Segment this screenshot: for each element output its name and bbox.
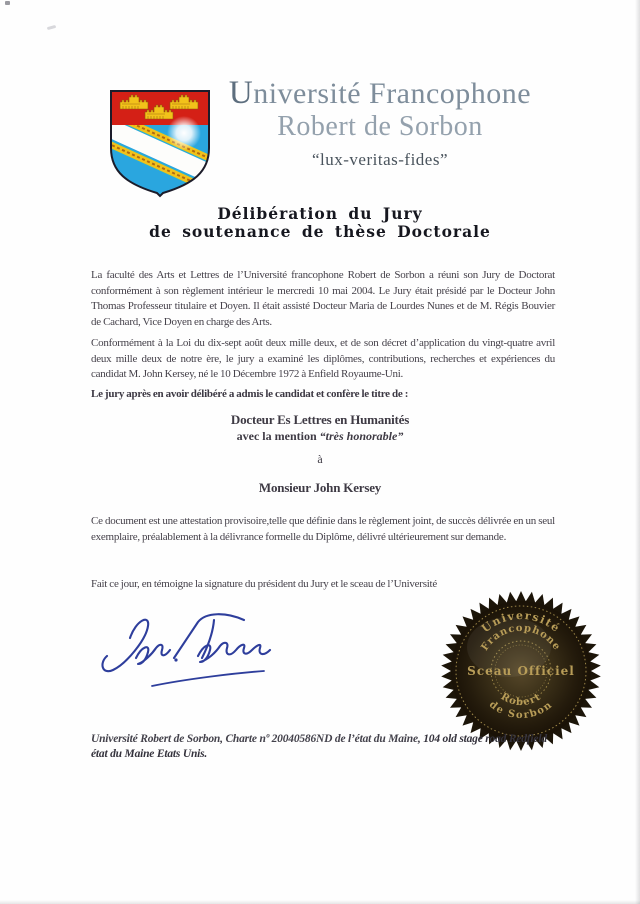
president-signature (86, 600, 304, 698)
charter-text: Université Robert de Sorbon, Charte nº 20040586ND de l’état du Maine, (91, 733, 424, 745)
mention-value: “très honorable” (319, 429, 404, 443)
charter-footnote (91, 732, 561, 762)
document-title (0, 205, 640, 241)
paragraph-examination: Conformément à la Loi du dix-sept août deux mille deux, et de son décret d’application du vingt-quatre avril deux mille deux de notre ère, le jury a examiné les diplômes, contributions, recherches et expériences du candidat M. John Kersey, né le 10 Décembre 1972 à Enfield Royaume-Uni. (91, 337, 555, 381)
official-university-seal (431, 589, 611, 753)
university-name-line1: Université Francophone (228, 75, 532, 111)
mention-prefix: avec la mention (236, 429, 320, 443)
paragraph-provisional-attestation: Ce document est une attestation provisoire,telle que définie dans le règlement joint, de succès délivrée en un seul exemplaire, préalablement à la délivrance formelle du Diplôme, délivré ultérieurement sur demande. (91, 515, 555, 543)
scan-edge-shadow (0, 900, 640, 904)
seal-text-francophone: Francophone (479, 622, 563, 653)
header (205, 76, 555, 170)
preposition-a: à (317, 452, 323, 466)
university-motto: “lux-veritas-fides” (312, 150, 448, 169)
document-title-line2: de soutenance de thèse Doctorale (149, 222, 491, 241)
seal-text-robert: Robert (498, 691, 544, 709)
university-coat-of-arms (107, 88, 213, 198)
recipient-name: Monsieur John Kersey (258, 480, 382, 495)
university-name-line2: Robert de Sorbon (277, 111, 483, 142)
scan-glare (167, 116, 201, 150)
scan-speck (47, 25, 56, 30)
scan-speck (5, 1, 10, 5)
paragraph-signature-statement: Fait ce jour, en témoigne la signature du président du Jury et le sceau de l’Université (91, 578, 437, 590)
paragraph-jury-convening: La faculté des Arts et Lettres de l’Université francophone Robert de Sorbon a réuni son Jury de Doctorat conformément à son règlement intérieur le mercredi 10 mai 2004. Le Jury était présidé par le Docteur John Thomas Professeur titulaire et Doyen. Il était assisté Docteur Maria de Lourdes Nunes et de M. Régis Bouvier de Cachard, Vice Doyen en charge des Arts. (91, 269, 555, 328)
scan-edge-shadow (635, 0, 640, 904)
seal-text-sceau-officiel: Sceau Officiel (467, 664, 575, 678)
degree-title: Docteur Es Lettres en Humanités (230, 412, 410, 427)
mention-line (0, 429, 640, 444)
seal-text-de-sorbon: de Sorbon (486, 699, 556, 722)
charter-address: 104 old stage road Redfield état du Maine Etats Unis. (91, 733, 547, 760)
paragraph-verdict: Le jury après en avoir délibéré a admis le candidat et confère le titre de : (91, 388, 409, 400)
seal-text-universite: Université (479, 608, 563, 636)
document-title-line1: Délibération du Jury (217, 204, 423, 223)
signature-ink-strokes (102, 614, 270, 686)
